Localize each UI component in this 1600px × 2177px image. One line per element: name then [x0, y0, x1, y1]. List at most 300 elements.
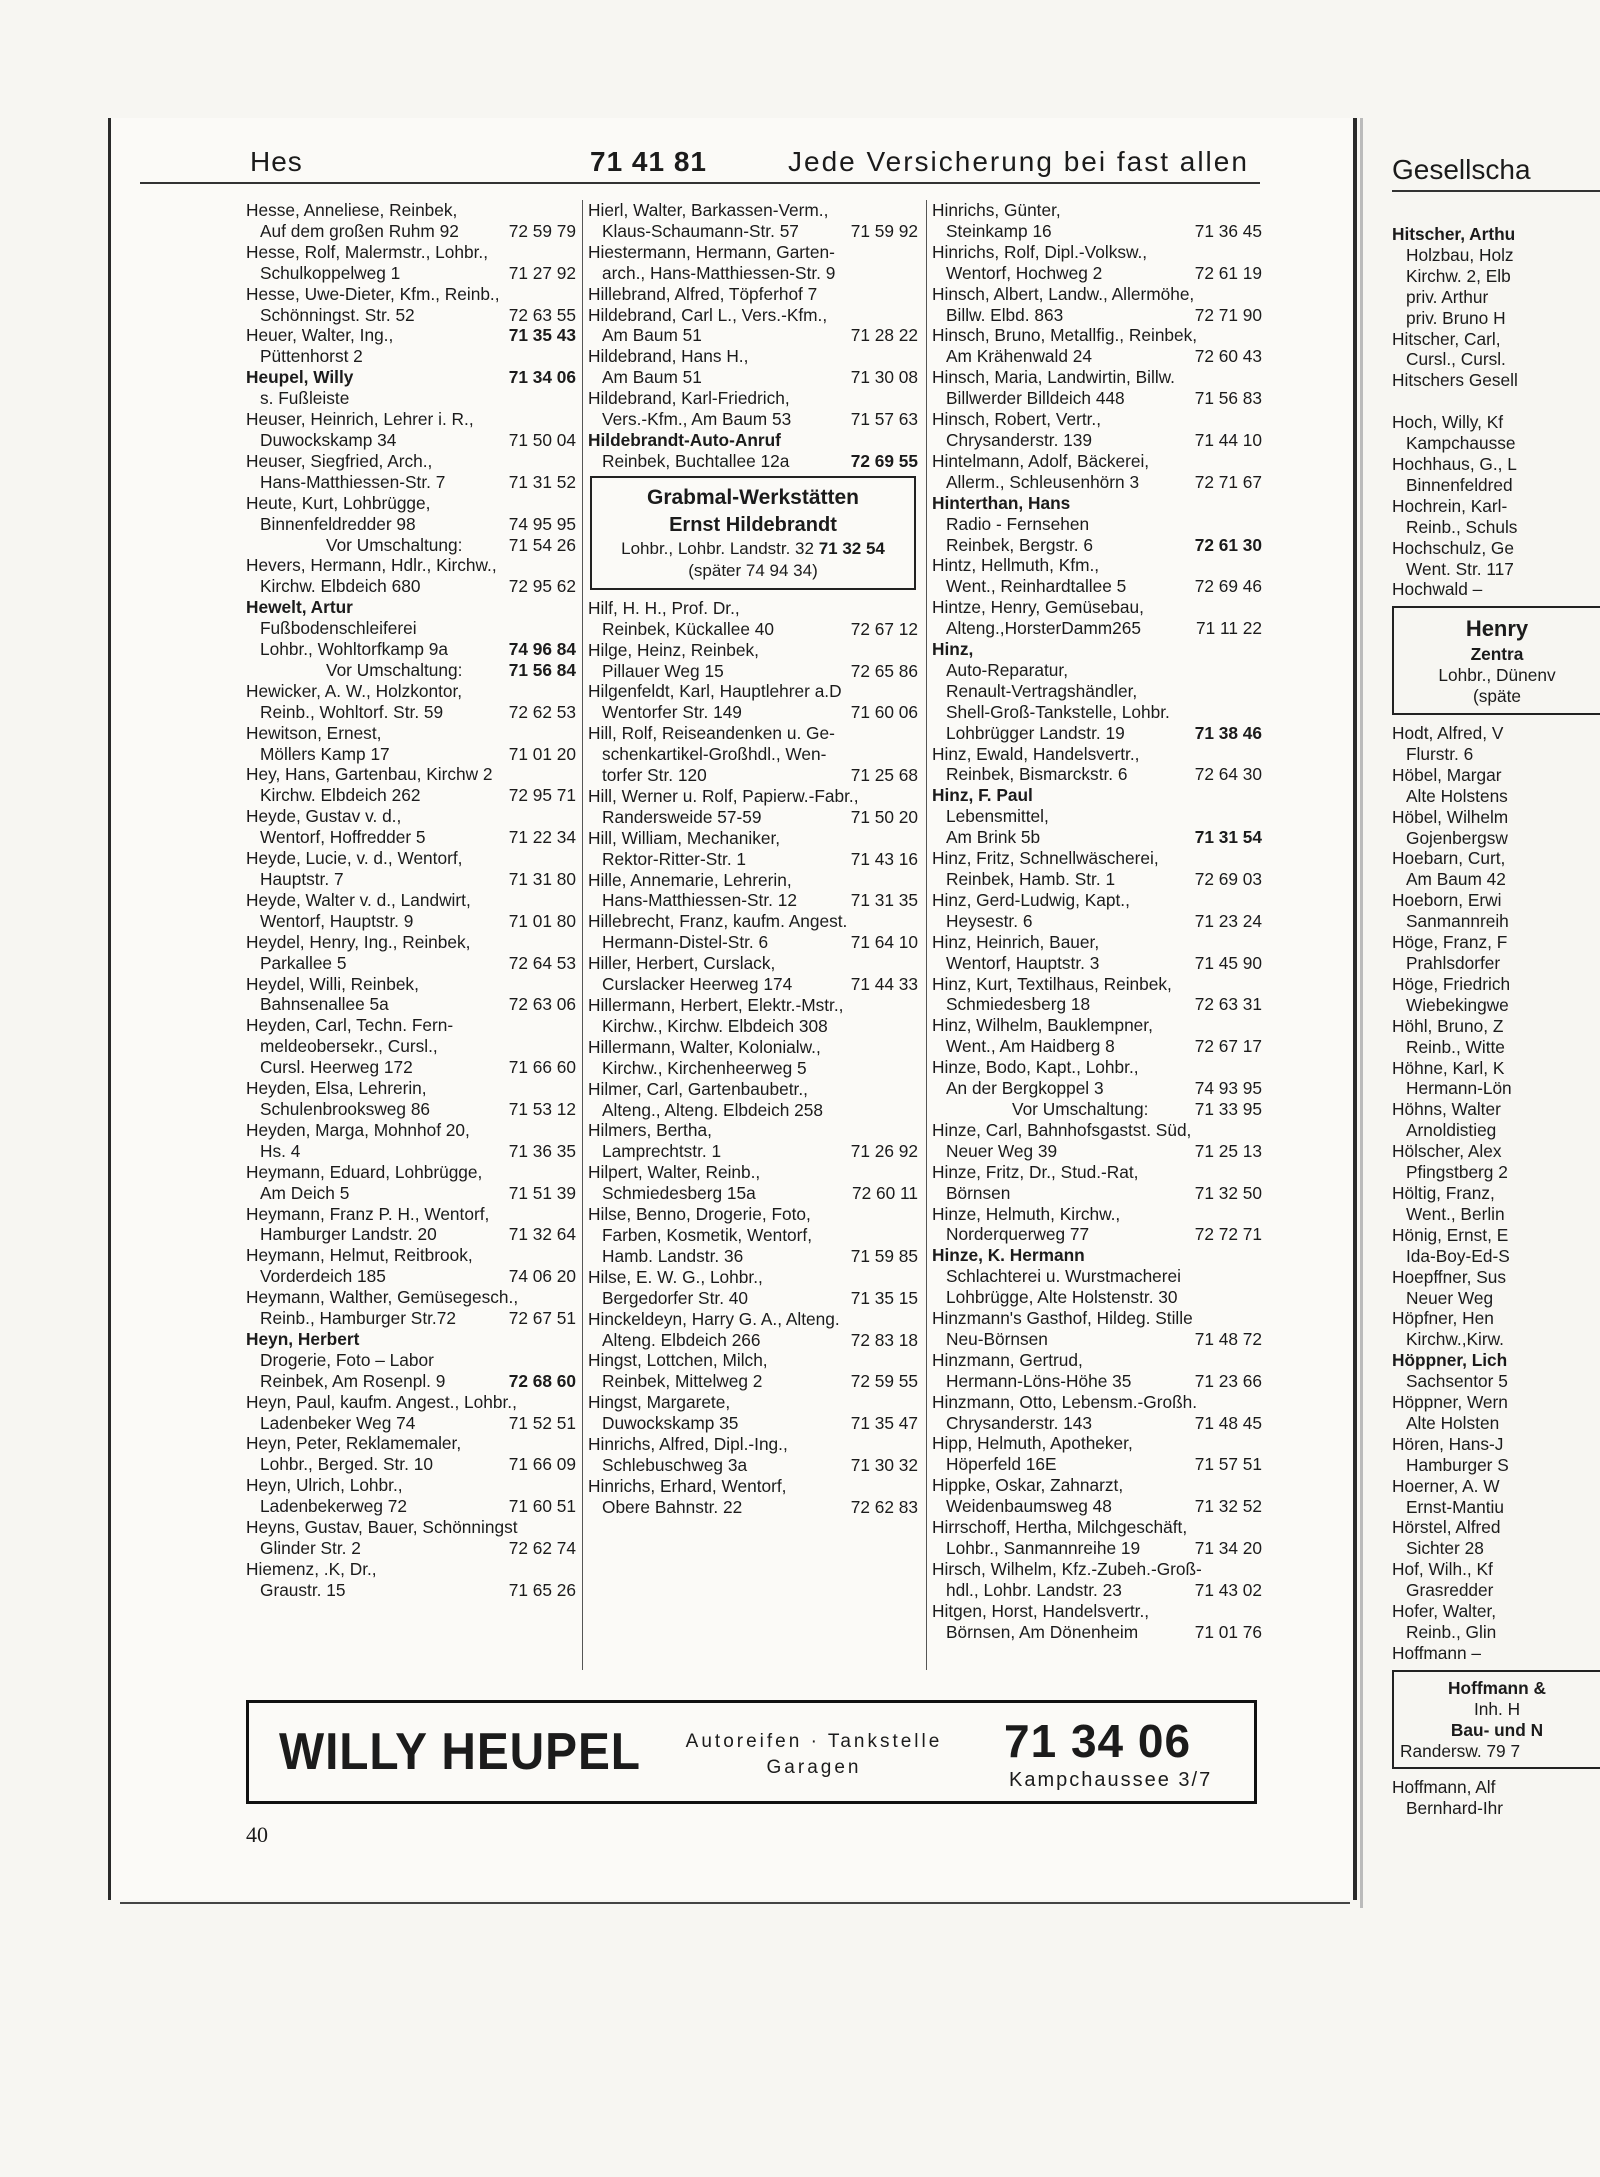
listing-line	[246, 618, 576, 639]
listing-text: Hilpert, Walter, Reinb.,	[588, 1162, 761, 1183]
listing-text: Hinrichs, Erhard, Wentorf,	[588, 1475, 787, 1496]
listing-line	[588, 974, 918, 995]
listing-text: Lebensmittel,	[946, 806, 1049, 827]
listing-line	[932, 535, 1262, 556]
listing-line	[932, 660, 1262, 681]
box-title: Grabmal-Werkstätten	[646, 485, 859, 509]
listing-line	[932, 1183, 1262, 1204]
listing-line	[588, 242, 918, 263]
listing-phone: 71 25 68	[848, 765, 918, 786]
next-page-line: Reinb., Schuls	[1406, 516, 1518, 537]
listing-text: Radio - Fernsehen	[946, 513, 1090, 534]
listing-line	[246, 1454, 576, 1475]
listing-line	[932, 1622, 1262, 1643]
listing-text: Schmiedesberg 18	[946, 994, 1091, 1015]
listing-phone: 72 62 83	[848, 1497, 918, 1518]
listing-phone: 72 95 62	[506, 576, 576, 597]
listing-phone: 72 64 30	[1192, 764, 1262, 785]
listing-phone: 71 48 72	[1192, 1329, 1262, 1350]
listing-text: Fußbodenschleiferei	[260, 618, 417, 639]
listing-line	[246, 430, 576, 451]
listing-phone: 72 67 51	[506, 1308, 576, 1329]
listing-phone: 71 22 34	[506, 827, 576, 848]
listing-line	[588, 1413, 918, 1434]
listing-phone: 71 31 80	[506, 869, 576, 890]
listing-text: Am Baum 51	[602, 367, 702, 388]
listing-phone: 72 61 30	[1192, 535, 1262, 556]
next-page-line: Kirchw.,Kirw.	[1406, 1329, 1504, 1350]
listing-line	[246, 1559, 576, 1580]
ad-services-line-1: Autoreifen · Tankstelle	[685, 1731, 943, 1752]
column-2	[588, 200, 918, 1670]
listing-line	[246, 911, 576, 932]
listing-phone: 71 57 51	[1192, 1454, 1262, 1475]
listing-text: Hiestermann, Hermann, Garten-	[588, 241, 835, 262]
listing-text: Hintze, Henry, Gemüsebau,	[932, 597, 1144, 618]
listing-phone: 71 59 92	[848, 221, 918, 242]
listing-line	[246, 514, 576, 535]
listing-phone: 72 71 90	[1192, 305, 1262, 326]
listing-line	[588, 1371, 918, 1392]
listing-text: Graustr. 15	[260, 1579, 346, 1600]
listing-heading	[932, 785, 1262, 806]
listing-phone: 71 38 46	[1192, 723, 1262, 744]
listing-text: Klaus-Schaumann-Str. 57	[602, 220, 799, 241]
listing-line	[588, 1162, 918, 1183]
listing-text: Heute, Kurt, Lohbrügge,	[246, 492, 431, 513]
listing-phone: 71 35 47	[848, 1413, 918, 1434]
listing-line	[246, 1224, 576, 1245]
listing-text: Lohbr., Sanmannreihe 19	[946, 1538, 1141, 1558]
listing-line	[246, 1287, 576, 1308]
listing-line	[246, 535, 576, 556]
box-owner: Ernst Hildebrandt	[669, 513, 837, 536]
page-header	[140, 142, 1260, 184]
listing-text: Drogerie, Foto – Labor	[260, 1349, 434, 1370]
listing-text: Reinbek, Bergstr. 6	[946, 534, 1093, 555]
next-page-line: Arnoldistieg	[1406, 1120, 1497, 1141]
listing-text: Wentorf, Hoffredder 5	[260, 827, 426, 848]
listing-text: Binnenfeldredder 98	[260, 513, 416, 534]
listing-text: Hierl, Walter, Barkassen-Verm.,	[588, 200, 829, 220]
next-page-line: Hitscher, Arthu	[1392, 224, 1516, 244]
listing-text: Hinz, F. Paul	[932, 785, 1033, 806]
listing-line	[246, 200, 576, 221]
listing-text: Alteng. Elbdeich 266	[602, 1329, 761, 1350]
next-page-line: priv. Arthur	[1406, 286, 1489, 307]
listing-line	[932, 597, 1262, 618]
listing-line	[588, 388, 918, 409]
listing-text: Hildebrand, Karl-Friedrich,	[588, 388, 790, 409]
next-page-line: Gojenbergsw	[1406, 827, 1508, 848]
listing-text: Hamburger Landstr. 20	[260, 1224, 437, 1245]
listing-text: meldeobersekr., Cursl.,	[260, 1036, 438, 1057]
listing-text: Hinckeldeyn, Harry G. A., Alteng.	[588, 1308, 840, 1329]
listing-line	[932, 1120, 1262, 1141]
listing-text: Kirchw., Kirchenheerweg 5	[602, 1057, 807, 1078]
listing-line	[932, 848, 1262, 869]
header-slogan: Jede Versicherung bei fast allen	[788, 146, 1249, 177]
listing-text: Hitgen, Horst, Handelsvertr.,	[932, 1600, 1150, 1621]
listing-line	[246, 1392, 576, 1413]
next-page-line: Hoffmann –	[1392, 1642, 1482, 1663]
listing-text: Hevers, Hermann, Hdlr., Kirchw.,	[246, 555, 497, 576]
listing-line	[588, 200, 918, 221]
listing-phone: 71 56 84	[506, 660, 576, 681]
next-page-line: Hochhaus, G., L	[1392, 453, 1517, 474]
listing-text: Hinzmann's Gasthof, Hildeg. Stille	[932, 1308, 1193, 1329]
listing-text: Am Baum 51	[602, 325, 702, 346]
next-page-line: Hoebarn, Curt,	[1392, 848, 1506, 869]
listing-phone: 71 31 35	[848, 890, 918, 911]
listing-phone: 72 69 03	[1192, 869, 1262, 890]
listing-line	[588, 995, 918, 1016]
listing-line	[588, 1267, 918, 1288]
box-address	[600, 538, 906, 560]
listing-text: Börnsen, Am Dönenheim	[946, 1621, 1139, 1642]
listing-line	[246, 827, 576, 848]
next-page-line: Höge, Franz, F	[1392, 932, 1508, 953]
next-page-line: Kampchausse	[1406, 433, 1516, 454]
box-line: Randersw. 79 7	[1400, 1740, 1521, 1761]
listing-text: Hildebrandt-Auto-Anruf	[588, 429, 781, 450]
listing-text: Heupel, Willy	[246, 367, 354, 388]
listing-text: Neu-Börnsen	[946, 1328, 1048, 1349]
listing-phone: 72 72 71	[1192, 1224, 1262, 1245]
listing-line	[932, 325, 1262, 346]
listing-text: Schlebuschweg 3a	[602, 1454, 748, 1475]
listing-text: Lohbr., Wohltorfkamp 9a	[260, 639, 448, 660]
listing-line	[246, 869, 576, 890]
listing-line	[932, 1036, 1262, 1057]
listing-text: Cursl. Heerweg 172	[260, 1057, 413, 1078]
box-title: Hoffmann &	[1448, 1677, 1546, 1698]
listing-text: Reinbek, Bismarckstr. 6	[946, 764, 1128, 785]
listing-line	[246, 639, 576, 660]
listing-text: Hinze, K. Hermann	[932, 1245, 1085, 1266]
listing-heading	[246, 597, 576, 618]
listing-text: Lohbrügger Landstr. 19	[946, 722, 1125, 743]
listing-line	[932, 1371, 1262, 1392]
listing-text: Reinbek, Kückallee 40	[602, 618, 774, 639]
next-page-line: Höppner, Lich	[1392, 1350, 1508, 1371]
listing-text: Hilse, Benno, Drogerie, Foto,	[588, 1204, 811, 1225]
listing-text: Hintelmann, Adolf, Bäckerei,	[932, 450, 1150, 471]
listing-line	[932, 346, 1262, 367]
next-page-line	[1392, 391, 1600, 412]
listing-line	[932, 764, 1262, 785]
listing-text: Hiller, Herbert, Curslack,	[588, 953, 776, 974]
listing-text: Hinz, Fritz, Schnellwäscherei,	[932, 848, 1159, 869]
listing-text: Möllers Kamp 17	[260, 743, 390, 764]
listing-line	[246, 890, 576, 911]
next-page-line: Alte Holsten	[1406, 1412, 1500, 1433]
listing-text: Weidenbaumsweg 48	[946, 1496, 1112, 1517]
next-page-line: Wiebekingwe	[1406, 994, 1509, 1015]
listing-text: Hinz,	[932, 639, 974, 660]
listing-phone: 72 95 71	[506, 785, 576, 806]
listing-line	[932, 514, 1262, 535]
listing-text: arch., Hans-Matthiessen-Str. 9	[602, 262, 836, 283]
listing-text: Duwockskamp 35	[602, 1413, 739, 1434]
listing-line	[932, 1392, 1262, 1413]
listing-line	[246, 1099, 576, 1120]
listing-line	[588, 1016, 918, 1037]
listing-line	[588, 890, 918, 911]
listing-phone: 71 31 54	[1192, 827, 1262, 848]
listing-text: Bergedorfer Str. 40	[602, 1287, 749, 1308]
listing-line	[588, 221, 918, 242]
listing-phone: 71 43 16	[848, 849, 918, 870]
listing-line	[932, 555, 1262, 576]
listing-phone: 71 34 06	[506, 367, 576, 388]
listing-text: Heyden, Elsa, Lehrerin,	[246, 1078, 427, 1099]
listing-text: Hinz, Wilhelm, Bauklempner,	[932, 1015, 1153, 1036]
listing-text: Norderquerweg 77	[946, 1224, 1090, 1245]
listing-line	[246, 1371, 576, 1392]
listing-phone: 71 01 76	[1192, 1622, 1262, 1643]
listing-line	[588, 932, 918, 953]
listing-line	[932, 221, 1262, 242]
next-page-line: Höbel, Margar	[1392, 764, 1502, 785]
listing-line	[932, 451, 1262, 472]
listing-phone: 71 33 95	[1192, 1099, 1262, 1120]
listing-line	[246, 409, 576, 430]
listing-phone: 71 23 66	[1192, 1371, 1262, 1392]
listing-line	[588, 1497, 918, 1518]
ad-services-line-2: Garagen	[766, 1757, 862, 1778]
listing-text: Shell-Groß-Tankstelle, Lohbr.	[946, 701, 1170, 722]
listing-phone: 71 43 02	[1192, 1580, 1262, 1601]
listing-text: Hinze, Bodo, Kapt., Lohbr.,	[932, 1057, 1139, 1078]
listing-text: Hilse, E. W. G., Lohbr.,	[588, 1266, 763, 1287]
next-page-line: Hamburger S	[1406, 1454, 1509, 1475]
listing-text: Ladenbeker Weg 74	[260, 1412, 416, 1433]
listing-text: Wentorf, Hochweg 2	[946, 262, 1103, 283]
listing-line	[246, 242, 576, 263]
listing-line	[246, 953, 576, 974]
listing-line	[932, 1433, 1262, 1454]
listing-text: Schulenbrooksweg 86	[260, 1098, 431, 1119]
listing-phone: 71 52 51	[506, 1413, 576, 1434]
listing-line	[932, 1099, 1262, 1120]
listing-phone: 71 44 33	[848, 974, 918, 995]
listing-heading	[932, 639, 1262, 660]
listing-text: Schmiedesberg 15a	[602, 1183, 756, 1204]
box-address: Lohbr., Dünenv	[1438, 665, 1556, 686]
listing-line	[246, 305, 576, 326]
next-page-line: Hochwald –	[1392, 579, 1483, 600]
listing-line	[932, 744, 1262, 765]
listing-text: Hintz, Hellmuth, Kfm.,	[932, 555, 1100, 576]
next-page-line: Binnenfeldred	[1406, 474, 1513, 495]
listing-line	[932, 618, 1262, 639]
listing-text: Reinbek, Hamb. Str. 1	[946, 869, 1116, 889]
box-line: Bau- und N	[1450, 1719, 1544, 1740]
listing-phone: 71 31 52	[506, 472, 576, 493]
box-phone: 71 32 54	[818, 538, 885, 558]
listing-text: Allerm., Schleusenhörn 3	[946, 471, 1140, 492]
listing-line	[932, 1015, 1262, 1036]
listing-phone: 72 60 43	[1192, 346, 1262, 367]
listing-phone: 72 63 06	[506, 994, 576, 1015]
listing-text: Chrysanderstr. 139	[946, 429, 1093, 450]
listing-text: Lohbr., Berged. Str. 10	[260, 1454, 433, 1475]
listing-line	[246, 576, 576, 597]
next-page-line: Neuer Weg	[1406, 1287, 1494, 1308]
listing-line	[588, 828, 918, 849]
listing-line	[588, 1058, 918, 1079]
listing-phone: 71 01 80	[506, 911, 576, 932]
listing-line	[588, 1434, 918, 1455]
next-page-line: Hodt, Alfred, V	[1392, 723, 1504, 744]
listing-text: Vor Umschaltung:	[326, 534, 463, 555]
listing-line	[932, 1454, 1262, 1475]
listing-text: Heydel, Willi, Reinbek,	[246, 973, 419, 994]
listing-text: Wentorf, Hauptstr. 3	[946, 952, 1100, 973]
listing-line	[588, 1141, 918, 1162]
listing-text: Hinsch, Maria, Landwirtin, Billw.	[932, 367, 1175, 388]
listing-phone: 72 63 55	[506, 305, 576, 326]
listing-phone: 72 68 60	[506, 1371, 576, 1392]
listing-line	[932, 1141, 1262, 1162]
listing-text: An der Bergkoppel 3	[946, 1078, 1104, 1099]
listing-phone: 71 66 60	[506, 1057, 576, 1078]
listing-text: Hinsch, Robert, Vertr.,	[932, 409, 1102, 430]
box-sub: Zentra	[1470, 644, 1524, 665]
listing-line	[246, 1015, 576, 1036]
listing-line	[588, 409, 918, 430]
listing-text: Hewelt, Artur	[246, 597, 353, 618]
listing-phone: 72 60 11	[849, 1183, 918, 1204]
listing-text: Heyn, Paul, kaufm. Angest., Lohbr.,	[246, 1391, 517, 1412]
listing-text: Hinzmann, Otto, Lebensm.-Großh.	[932, 1391, 1198, 1412]
listing-line	[932, 1580, 1262, 1601]
next-page-line: Bernhard-Ihr	[1406, 1798, 1504, 1819]
listing-phone: 71 36 35	[506, 1141, 576, 1162]
listing-text: hdl., Lohbr. Landstr. 23	[946, 1579, 1122, 1600]
listing-phone: 71 48 45	[1192, 1413, 1262, 1434]
listing-text: Rektor-Ritter-Str. 1	[602, 848, 747, 869]
listing-phone: 71 45 90	[1192, 953, 1262, 974]
listing-text: Parkallee 5	[260, 952, 347, 973]
listing-text: Hesse, Anneliese, Reinbek,	[246, 200, 458, 220]
listing-line	[246, 1183, 576, 1204]
listing-text: Heydel, Henry, Ing., Reinbek,	[246, 931, 471, 952]
listing-text: Reinb., Wohltorf. Str. 59	[260, 701, 444, 722]
listing-line	[588, 681, 918, 702]
listing-text: Am Brink 5b	[946, 827, 1041, 848]
next-page-line: Hoffmann, Alf	[1392, 1777, 1496, 1798]
listing-line	[588, 1079, 918, 1100]
listing-text: Hesse, Rolf, Malermstr., Lohbr.,	[246, 241, 489, 262]
listing-line	[588, 702, 918, 723]
next-page-line: priv. Bruno H	[1406, 307, 1506, 328]
ad-company-name: WILLY HEUPEL	[279, 1723, 641, 1781]
listing-text: Hill, William, Mechaniker,	[588, 827, 781, 848]
listing-line	[932, 1559, 1262, 1580]
listing-phone: 72 69 55	[848, 451, 918, 472]
listing-line	[246, 1057, 576, 1078]
listing-phone: 74 93 95	[1192, 1078, 1262, 1099]
listing-text: Pillauer Weg 15	[602, 660, 724, 681]
next-page-line: Höppner, Wern	[1392, 1392, 1508, 1413]
listing-text: Hilgenfeldt, Karl, Hauptlehrer a.D	[588, 681, 842, 702]
listing-line	[246, 325, 576, 346]
listing-phone: 71 23 24	[1192, 911, 1262, 932]
listing-text: Hiemenz, .K, Dr.,	[246, 1558, 377, 1579]
listing-line	[932, 1329, 1262, 1350]
listing-text: Hilf, H. H., Prof. Dr.,	[588, 597, 740, 618]
listing-line	[588, 723, 918, 744]
listing-line	[246, 660, 576, 681]
ad-services	[679, 1729, 949, 1781]
next-page-line: Went., Berlin	[1406, 1203, 1505, 1224]
footer-advertisement	[246, 1700, 1257, 1804]
listing-phone: 72 67 17	[1192, 1036, 1262, 1057]
listing-line	[246, 785, 576, 806]
listing-text: Hewicker, A. W., Holzkontor,	[246, 680, 463, 701]
listing-line	[246, 1120, 576, 1141]
listing-phone: 71 65 26	[506, 1580, 576, 1601]
listing-line	[246, 994, 576, 1015]
next-page-line: Cursl., Cursl.	[1406, 349, 1506, 370]
listing-text: Obere Bahnstr. 22	[602, 1496, 743, 1517]
listing-phone: 72 62 53	[506, 702, 576, 723]
listing-line	[246, 1036, 576, 1057]
listing-phone: 71 56 83	[1192, 388, 1262, 409]
listing-line	[932, 1057, 1262, 1078]
listing-line	[588, 1350, 918, 1371]
listing-line	[932, 1204, 1262, 1225]
listing-text: Heymann, Walther, Gemüsegesch.,	[246, 1287, 519, 1308]
listing-text: Hinrichs, Alfred, Dipl.-Ing.,	[588, 1434, 788, 1455]
listing-text: Hans-Matthiessen-Str. 7	[260, 471, 446, 492]
listing-phone: 71 51 39	[506, 1183, 576, 1204]
listing-heading	[588, 430, 918, 451]
listing-text: Hinz, Ewald, Handelsvertr.,	[932, 743, 1140, 764]
listing-text: Went., Am Haidberg 8	[946, 1036, 1115, 1057]
listing-phone: 71 66 09	[506, 1454, 576, 1475]
listing-phone: 71 35 43	[506, 325, 576, 346]
listing-text: Hingst, Margarete,	[588, 1392, 731, 1413]
next-page-line: Grasredder	[1406, 1580, 1494, 1601]
listing-line	[932, 576, 1262, 597]
listing-phone: 71 44 10	[1192, 430, 1262, 451]
next-page-line: Pfingstberg 2	[1406, 1162, 1508, 1183]
listing-phone: 72 71 67	[1192, 472, 1262, 493]
listing-phone: 71 57 63	[848, 409, 918, 430]
listing-phone: 72 65 86	[848, 661, 918, 682]
listing-text: Hinze, Fritz, Dr., Stud.-Rat,	[932, 1161, 1139, 1182]
next-page-line: Ernst-Mantiu	[1406, 1496, 1504, 1517]
listing-line	[932, 1078, 1262, 1099]
listing-line	[246, 1141, 576, 1162]
listing-text: Hillermann, Herbert, Elektr.-Mstr.,	[588, 995, 844, 1015]
next-page-line: Reinb., Glin	[1406, 1622, 1497, 1642]
next-page-line: Holzbau, Holz	[1406, 244, 1514, 265]
listing-phone: 71 30 32	[848, 1455, 918, 1476]
listing-text: Schulkoppelweg 1	[260, 262, 401, 283]
next-page-line: Hitscher, Carl,	[1392, 328, 1501, 349]
next-page-ad-box	[1392, 606, 1600, 715]
listing-text: Heuser, Siegfried, Arch.,	[246, 450, 433, 471]
listing-phone: 72 63 31	[1192, 994, 1262, 1015]
listing-text: Heuer, Walter, Ing.,	[246, 325, 394, 346]
listing-text: Auto-Reparatur,	[946, 659, 1068, 680]
listing-line	[588, 870, 918, 891]
listing-text: Hinsch, Albert, Landw., Allermöhe,	[932, 283, 1195, 304]
